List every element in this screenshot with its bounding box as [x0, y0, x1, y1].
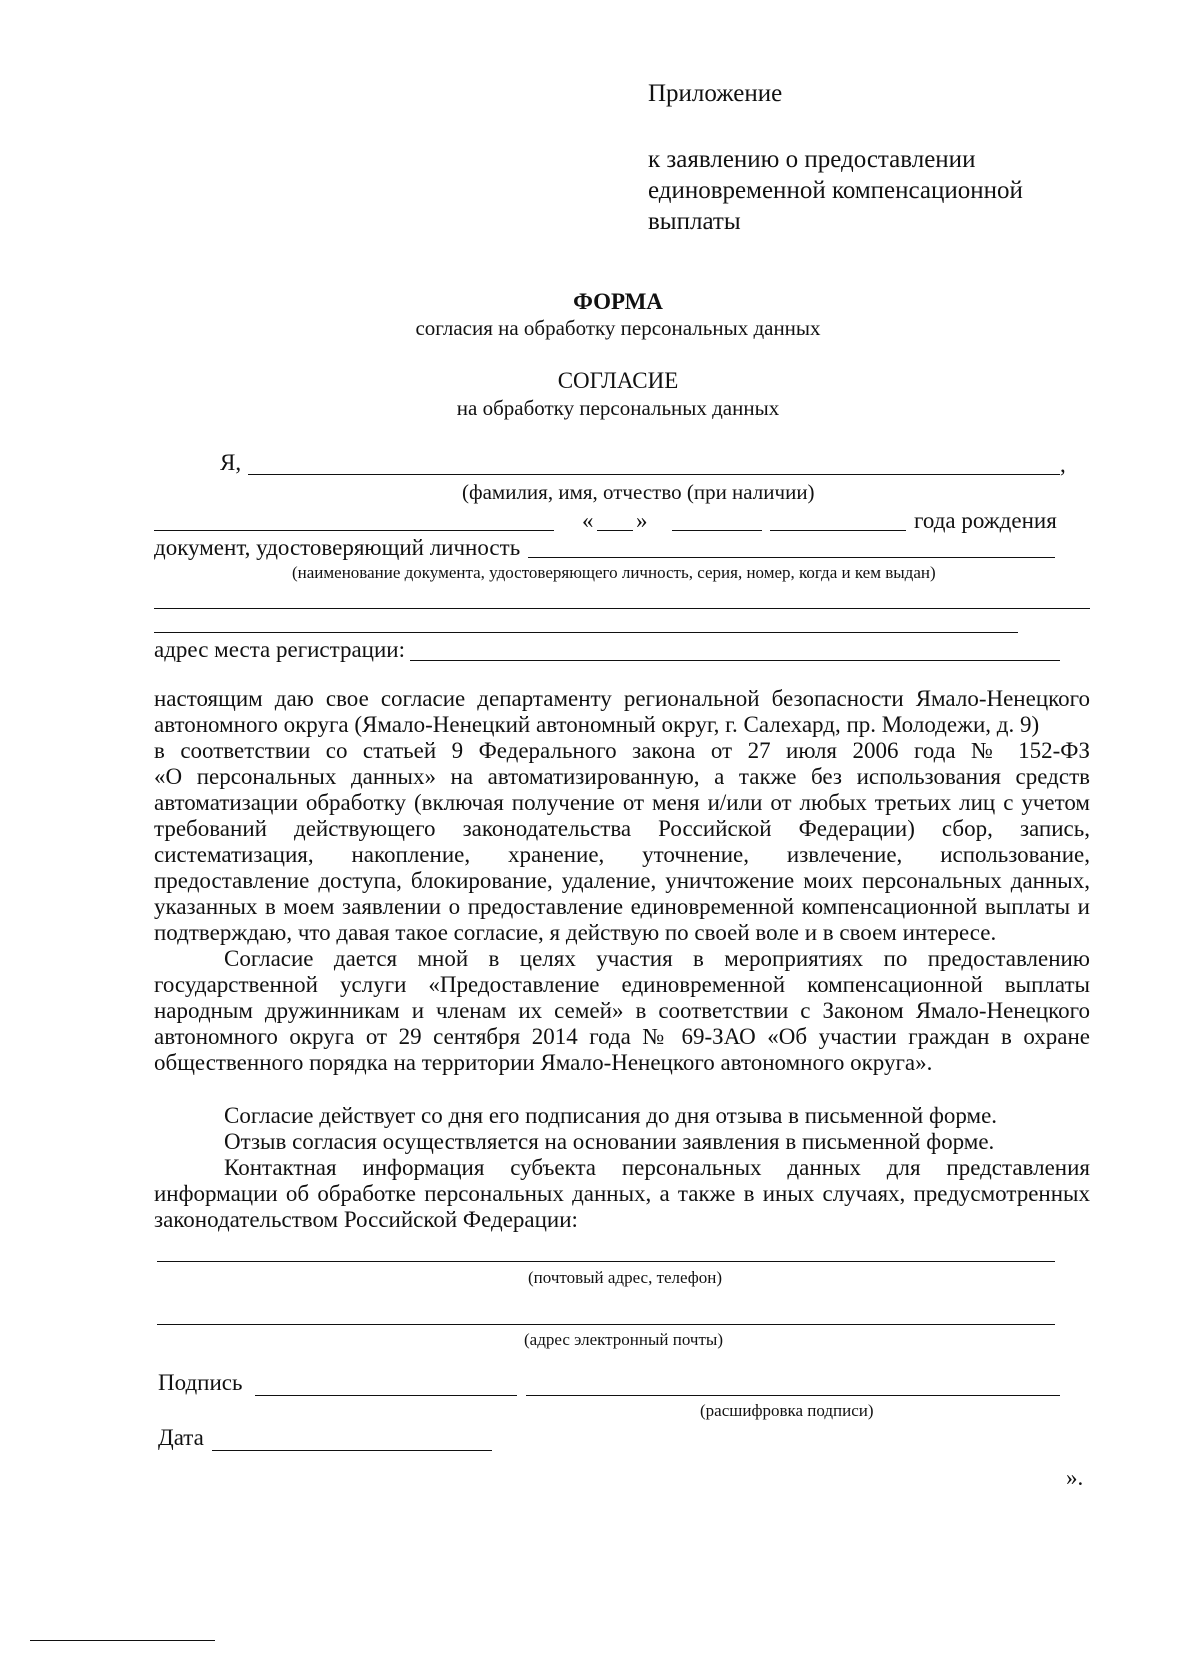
- email-field-line[interactable]: [157, 1324, 1055, 1325]
- appendix-to-line1: к заявлению о предоставлении: [648, 146, 976, 173]
- date-open-quote: «: [582, 508, 594, 533]
- paragraph1-line-2: автономного округа (Ямало-Ненецкий автономный округ, г. Салехард, пр. Молодежи, д. 9): [154, 712, 1040, 737]
- date-label: Дата: [158, 1425, 204, 1450]
- birth-suffix: года рождения: [914, 508, 1057, 533]
- doc-extra-line-2[interactable]: [154, 632, 1018, 633]
- signature-decode-hint: (расшифровка подписи): [700, 1401, 874, 1420]
- paragraph1-line-8: предоставление доступа, блокирование, удаление, уничтожение моих персональных данных,: [154, 868, 1090, 893]
- paragraph1-line-6: требований действующего законодательства Российской Федерации) сбор, запись,: [154, 816, 1090, 841]
- appendix-title: Приложение: [648, 80, 783, 107]
- paragraph1-line-10: подтверждаю, что давая такое согласие, я действую по своей воле и в своем интересе.: [154, 920, 997, 945]
- address-label: адрес места регистрации:: [154, 637, 406, 662]
- fio-field-line[interactable]: [248, 474, 1060, 475]
- doc-label: документ, удостоверяющий личность: [154, 535, 521, 560]
- birth-year-field-line[interactable]: [770, 530, 906, 531]
- paragraph1-line-9: указанных в моем заявлении о предоставление единовременной компенсационной выплаты и: [154, 894, 1090, 919]
- consent-subtitle: на обработку персональных данных: [456, 396, 780, 420]
- paragraph1-line-4: «О персональных данных» на автоматизированную, а также без использования средств: [154, 764, 1090, 789]
- appendix-to-line3: выплаты: [648, 208, 741, 235]
- signature-decode-field-line[interactable]: [526, 1395, 1060, 1396]
- i-label: Я,: [220, 450, 242, 475]
- paragraph1-line-7: систематизация, накопление, хранение, уточнение, извлечение, использование,: [154, 842, 1090, 867]
- revocation-text: Отзыв согласия осуществляется на основании заявления в письменной форме.: [224, 1129, 995, 1154]
- doc-hint: (наименование документа, удостоверяющего личность, серия, номер, когда и кем выдан): [292, 563, 936, 582]
- date-close-quote: »: [636, 508, 648, 533]
- doc-extra-line-1[interactable]: [154, 608, 1090, 609]
- doc-field-line[interactable]: [528, 557, 1055, 558]
- signature-field-line[interactable]: [255, 1395, 517, 1396]
- appendix-to-line2: единовременной компенсационной: [648, 177, 1023, 204]
- signature-label: Подпись: [158, 1370, 243, 1395]
- paragraph2-line-3: народным дружинникам и членам их семей» в соответствии с Законом Ямало-Ненецкого: [154, 998, 1090, 1023]
- paragraph1-line-3: в соответствии со статьей 9 Федерального закона от 27 июля 2006 года № 152-ФЗ: [154, 738, 1090, 763]
- paragraph2-line-2: государственной услуги «Предоставление единовременной компенсационной выплаты: [154, 972, 1090, 997]
- birth-month-field-line[interactable]: [672, 530, 762, 531]
- birthplace-field-line[interactable]: [154, 530, 554, 531]
- footnote-separator: [30, 1640, 215, 1641]
- date-field-line[interactable]: [212, 1450, 492, 1451]
- validity-text: Согласие действует со дня его подписания до дня отзыва в письменной форме.: [224, 1103, 998, 1128]
- contact-line-2: информации об обработке персональных данных, а также в иных случаях, предусмотренных: [154, 1181, 1090, 1206]
- postal-hint: (почтовый адрес, телефон): [528, 1268, 723, 1287]
- form-title: ФОРМА: [573, 289, 663, 314]
- paragraph2-line-1: Согласие дается мной в целях участия в мероприятиях по предоставлению: [224, 946, 1090, 971]
- paragraph1-line-5: автоматизации обработку (включая получение от меня и/или от любых третьих лиц с учетом: [154, 790, 1090, 815]
- email-hint: (адрес электронный почты): [524, 1330, 723, 1349]
- fio-hint: (фамилия, имя, отчество (при наличии): [462, 480, 815, 504]
- postal-field-line[interactable]: [157, 1261, 1055, 1262]
- paragraph1-line-1: настоящим даю свое согласие департаменту региональной безопасности Ямало-Ненецкого: [154, 686, 1090, 711]
- contact-line-3: законодательством Российской Федерации:: [154, 1207, 578, 1232]
- fio-comma: ,: [1060, 452, 1066, 477]
- paragraph2-line-4: автономного округа от 29 сентября 2014 года № 69-ЗАО «Об участии граждан в охране: [154, 1024, 1090, 1049]
- contact-line-1: Контактная информация субъекта персональных данных для представления: [224, 1155, 1090, 1180]
- consent-title: СОГЛАСИЕ: [557, 368, 679, 393]
- paragraph2-line-5: общественного порядка на территории Ямало-Ненецкого автономного округа».: [154, 1050, 933, 1075]
- closing-quote: ».: [1066, 1465, 1084, 1490]
- birth-day-field-line[interactable]: [597, 530, 633, 531]
- form-subtitle: согласия на обработку персональных данных: [415, 316, 821, 340]
- address-field-line[interactable]: [410, 660, 1060, 661]
